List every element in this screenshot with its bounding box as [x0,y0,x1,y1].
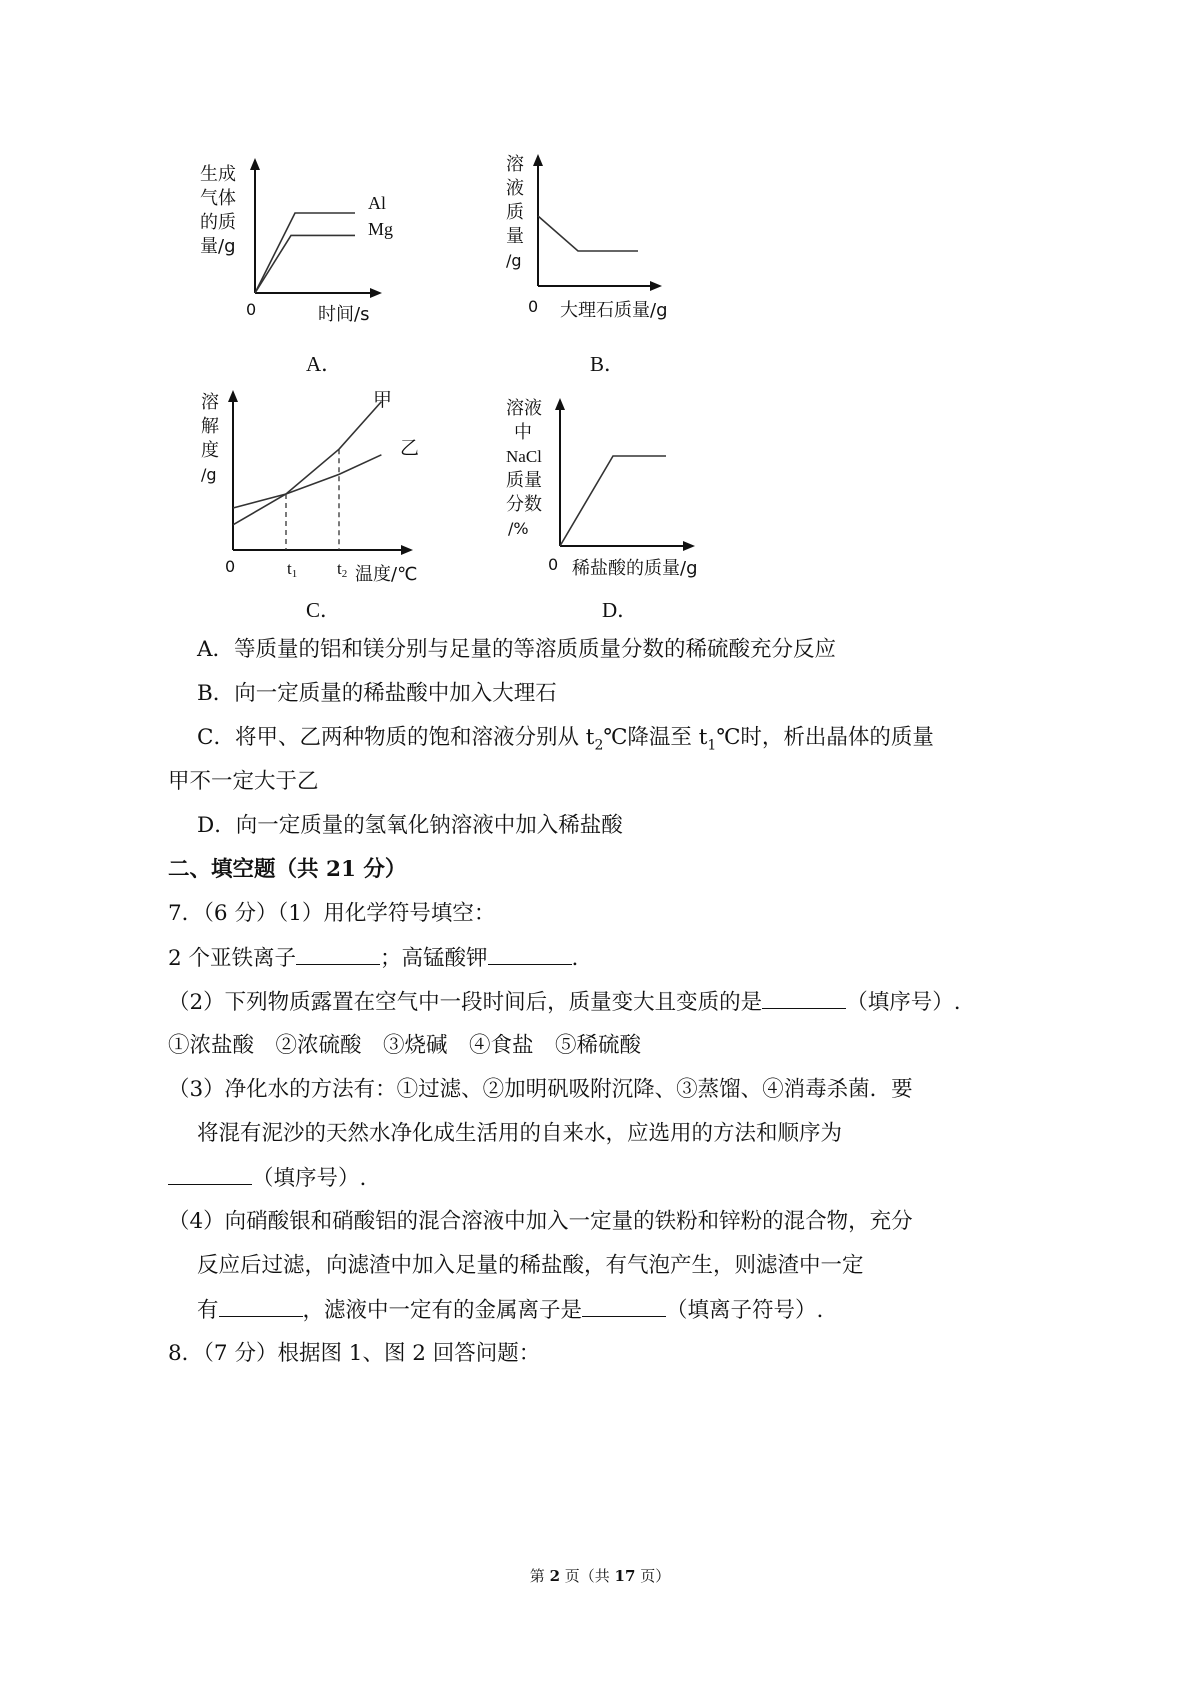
origin-label: 0 [246,300,257,319]
q7-line7: （4）向硝酸银和硝酸铝的混合溶液中加入一定量的铁粉和锌粉的混合物，充分 [168,1209,913,1234]
ylabel-line: 生成 [200,164,236,185]
q7-line2 [168,988,961,1017]
answer-blank[interactable] [488,944,572,965]
option-c-mid: ℃降温至 t [603,725,708,750]
q7-l9-text: ，滤液中一定有的金属离子是 [302,1298,583,1323]
figure-d [500,390,715,590]
xlabel: 大理石质量/g [560,300,668,321]
ylabel-line: 度 [201,440,219,461]
answer-blank[interactable] [762,988,846,1009]
q7-line9 [197,1296,823,1325]
q7-l9-text: 有 [197,1298,219,1323]
origin-label: 0 [528,297,539,316]
ylabel-line: 质量 [506,470,542,491]
option-c-sub2: 1 [707,737,717,754]
series-mg-label: Mg [368,219,394,239]
series-yi-label: 乙 [400,437,420,459]
t1-tick-label: t1 [287,559,298,580]
page-total: 17 [614,1567,636,1585]
page-number: 2 [549,1567,560,1585]
option-c [197,724,934,759]
y-axis-arrow [228,390,238,402]
answer-blank[interactable] [168,1164,252,1185]
ylabel-line: 液 [506,178,524,199]
q7-l1-text: 2 个亚铁离子 [168,946,297,971]
origin-label: 0 [225,557,236,576]
q7-line8: 反应后过滤，向滤渣中加入足量的稀盐酸，有气泡产生，则滤渣中一定 [197,1253,864,1278]
option-a: A．等质量的铝和镁分别与足量的等溶质质量分数的稀硫酸充分反应 [197,637,837,662]
series-yi-curve [233,455,381,508]
ylabel-line: 气体 [200,188,236,209]
y-axis-arrow [250,158,260,170]
option-c-sub1: 2 [594,737,604,754]
option-c-pre: C．将甲、乙两种物质的饱和溶液分别从 t [197,725,595,750]
y-axis-arrow [533,154,543,166]
q7-title: 7．（6 分）（1）用化学符号填空： [168,901,496,926]
option-c-line2: 甲不一定大于乙 [168,769,319,794]
footer-text: 页（共 [560,1567,615,1585]
footer-text: 第 [529,1567,550,1585]
ylabel-line: 分数 [506,494,542,515]
footer-text: 页） [635,1567,671,1585]
q7-l1-text: . [571,946,579,971]
option-b: B．向一定质量的稀盐酸中加入大理石 [197,681,557,706]
q8-title: 8．（7 分）根据图 1、图 2 回答问题： [168,1341,541,1366]
figure-c [195,382,435,587]
answer-blank[interactable] [219,1296,303,1317]
answer-blank[interactable] [296,944,380,965]
xlabel: 时间/s [318,304,370,325]
ylabel-line: 解 [201,416,219,437]
ylabel-line: NaCl [506,447,542,466]
ylabel-line: 量 [506,226,524,247]
ylabel-line: 量/g [200,236,236,257]
nacl-fraction-line [560,456,666,546]
q7-l2-text: （填序号）. [846,990,961,1015]
x-axis-arrow [683,541,695,551]
x-axis-arrow [650,281,662,291]
t2-tick-label: t2 [337,559,348,580]
q7-l6-text: （填序号）. [252,1166,367,1191]
figure-a [200,158,430,348]
ylabel-line: /g [201,465,217,484]
origin-label: 0 [548,555,559,574]
x-axis-arrow [401,545,413,555]
ylabel-line: 质 [506,202,524,223]
section-heading: 二、填空题（共 21 分） [168,857,407,882]
answer-blank[interactable] [582,1296,666,1317]
ylabel-line: 中 [514,422,532,443]
ylabel-line: 溶液 [506,398,542,419]
ylabel-line: /% [508,519,529,538]
series-jia-curve [233,402,381,525]
xlabel: 温度/℃ [355,564,418,585]
q7-line6 [168,1164,366,1193]
ylabel-line: 溶 [506,154,524,175]
series-al-line [255,213,355,293]
ylabel-line: 溶 [201,392,219,413]
ylabel-line: 的质 [200,212,236,233]
figure-c-caption: C． [306,598,342,622]
series-al-label: Al [368,193,386,213]
q7-line5: 将混有泥沙的天然水净化成生活用的自来水，应选用的方法和顺序为 [197,1121,843,1146]
xlabel: 稀盐酸的质量/g [572,558,698,579]
figure-b [500,148,700,348]
q7-l1-text: ；高锰酸钾 [380,946,488,971]
figure-a-caption: A． [306,352,343,376]
q7-l9-text: （填离子符号）. [666,1298,824,1323]
figure-b-caption: B． [590,352,626,376]
option-c-post: ℃时，析出晶体的质量 [716,725,934,750]
series-jia-label: 甲 [373,389,393,411]
solution-mass-line [538,216,638,251]
q7-line4: （3）净化水的方法有：①过滤、②加明矾吸附沉降、③蒸馏、④消毒杀菌．要 [168,1077,913,1102]
q7-line3: ①浓盐酸 ②浓硫酸 ③烧碱 ④食盐 ⑤稀硫酸 [168,1033,642,1058]
q7-l2-text: （2）下列物质露置在空气中一段时间后，质量变大且变质的是 [168,990,763,1015]
q7-line1 [168,944,578,973]
y-axis-arrow [555,398,565,410]
option-d: D．向一定质量的氢氧化钠溶液中加入稀盐酸 [197,813,623,838]
x-axis-arrow [370,288,382,298]
page-footer [0,1565,1200,1586]
figure-d-caption: D． [602,598,639,622]
ylabel-line: /g [506,251,522,270]
